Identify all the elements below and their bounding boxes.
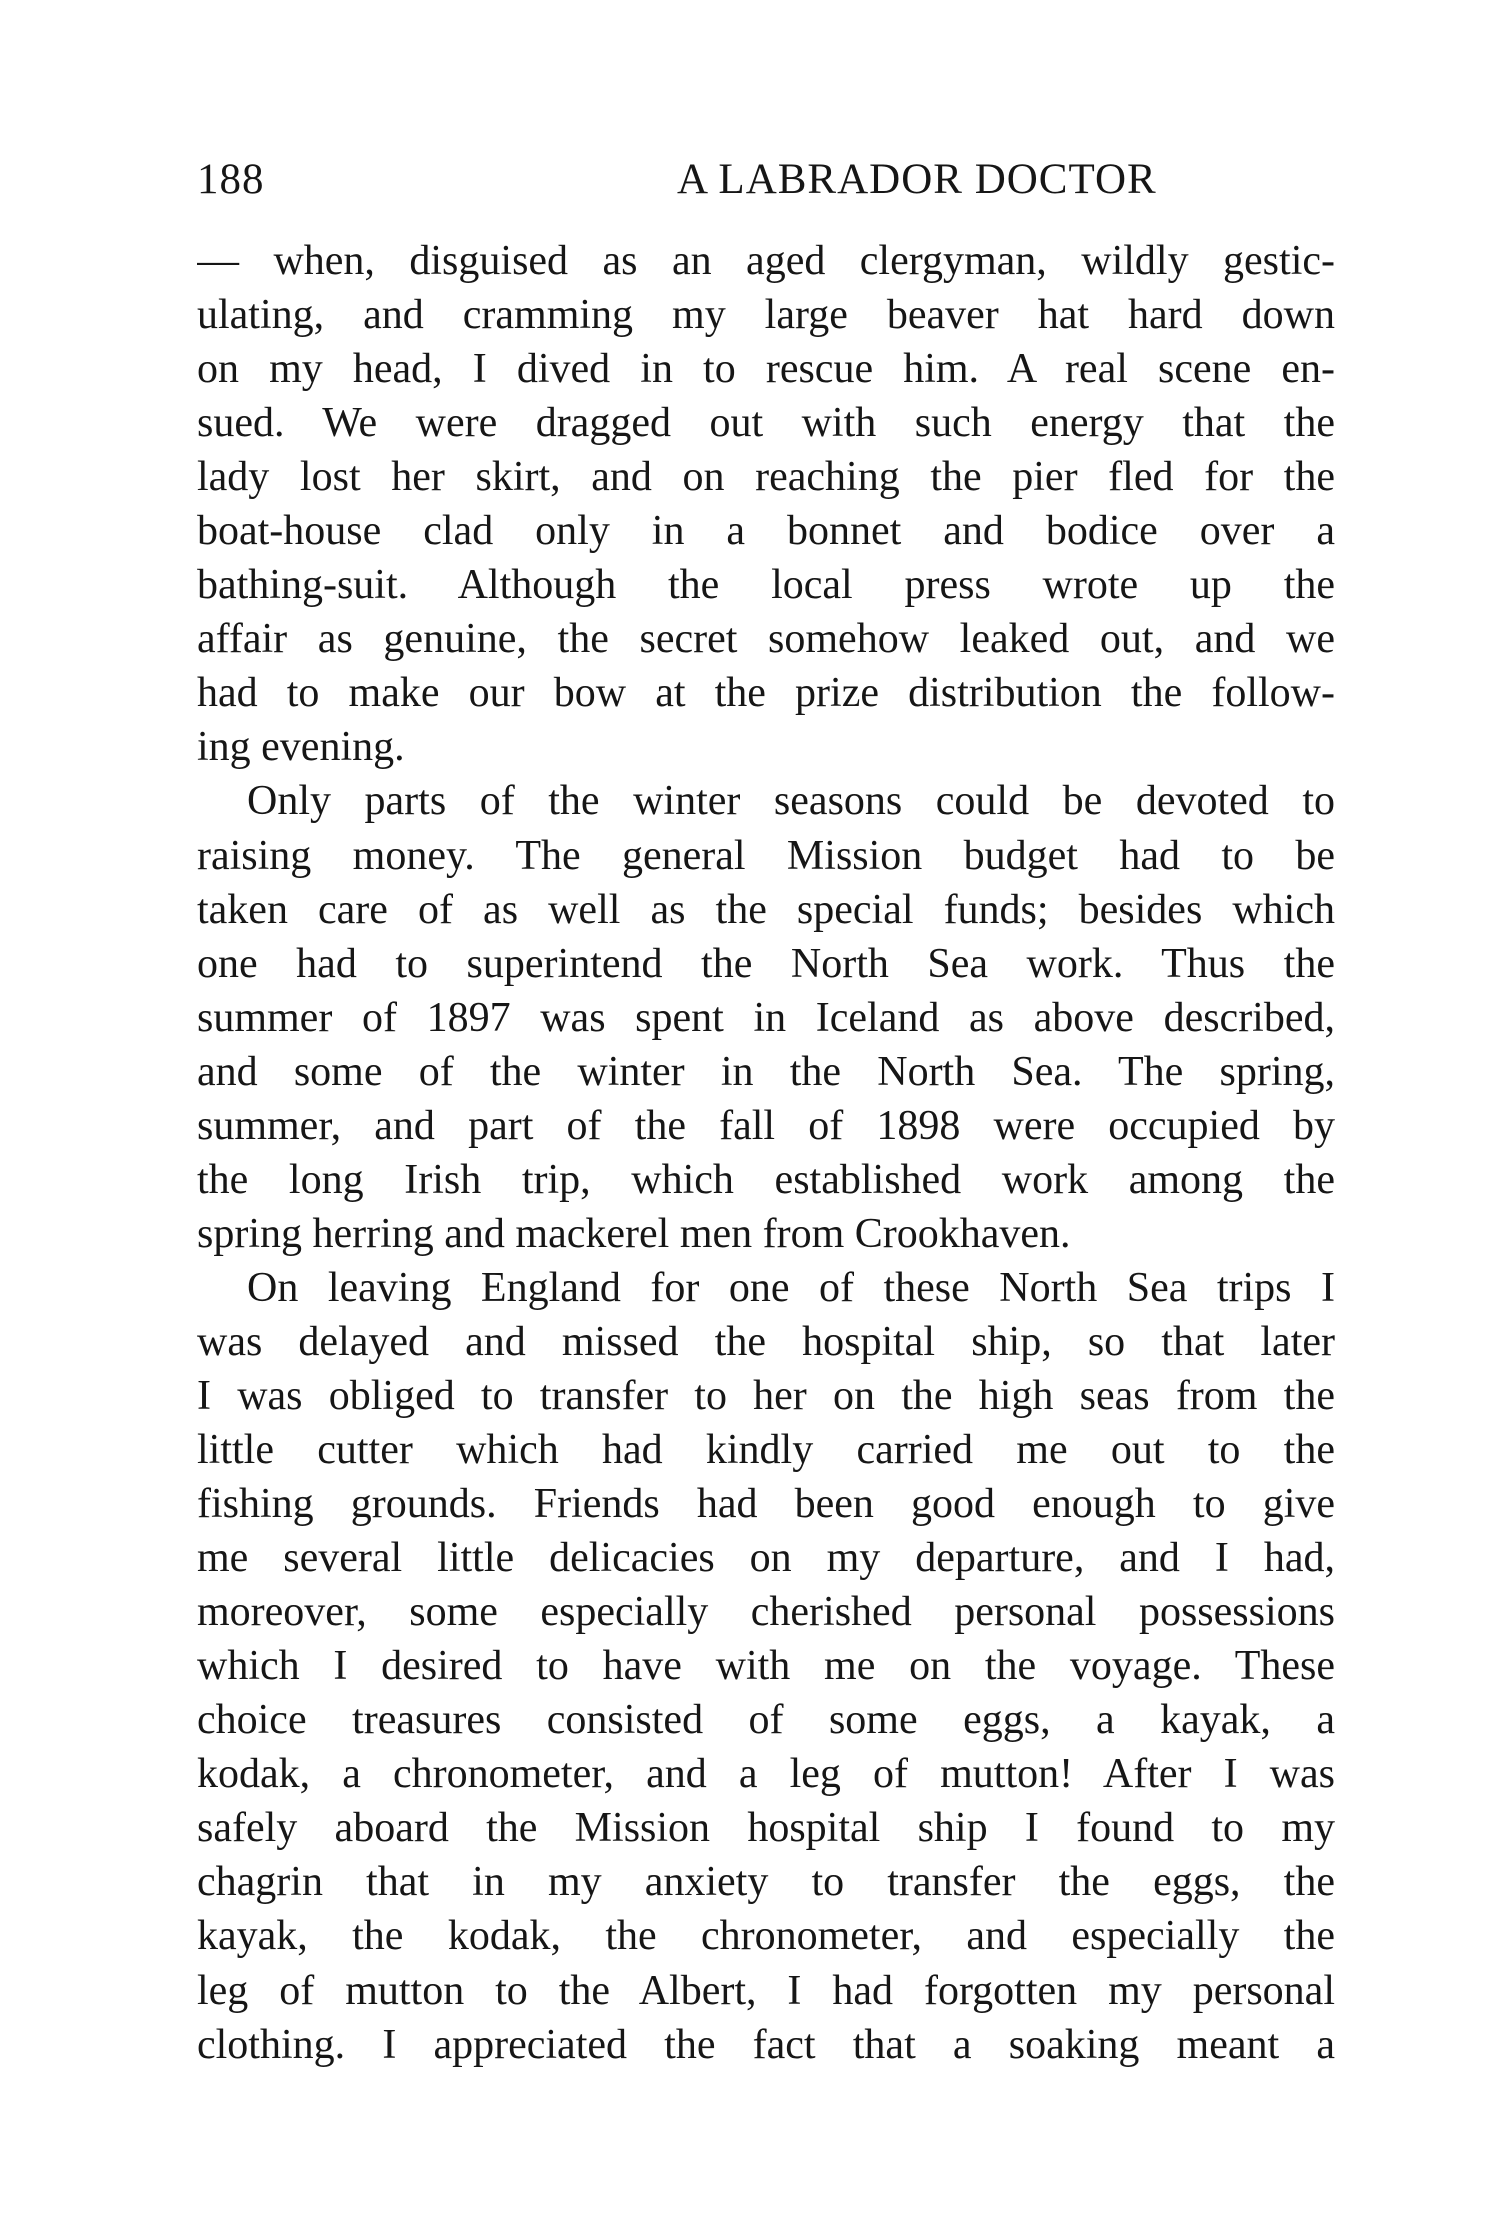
- text-line: moreover, some especially cherished personal possessions: [197, 1589, 1335, 1636]
- text-line: affair as genuine, the secret somehow leaked out, and we: [197, 616, 1335, 663]
- paragraph-start-line: Only parts of the winter seasons could be devoted to: [247, 778, 1335, 825]
- text-line: safely aboard the Mission hospital ship I found to my: [197, 1805, 1335, 1852]
- text-line: ulating, and cramming my large beaver hat hard down: [197, 292, 1335, 339]
- text-line: boat-house clad only in a bonnet and bodice over a: [197, 508, 1335, 555]
- text-line: spring herring and mackerel men from Crookhaven.: [197, 1210, 1071, 1257]
- text-line: and some of the winter in the North Sea. The spring,: [197, 1048, 1335, 1095]
- text-line: summer, and part of the fall of 1898 were occupied by: [197, 1102, 1335, 1149]
- text-line: raising money. The general Mission budget had to be: [197, 832, 1335, 879]
- text-line: on my head, I dived in to rescue him. A real scene en-: [197, 346, 1335, 393]
- text-line: taken care of as well as the special funds; besides which: [197, 886, 1335, 933]
- text-line: bathing-suit. Although the local press wrote up the: [197, 562, 1335, 609]
- text-line: little cutter which had kindly carried me out to the: [197, 1427, 1335, 1474]
- text-line: ing evening.: [197, 724, 405, 771]
- text-line: was delayed and missed the hospital ship, so that later: [197, 1318, 1335, 1365]
- text-line: kayak, the kodak, the chronometer, and especially the: [197, 1913, 1335, 1960]
- text-line: choice treasures consisted of some eggs, a kayak, a: [197, 1697, 1335, 1744]
- text-line: which I desired to have with me on the voyage. These: [197, 1643, 1335, 1690]
- text-line: sued. We were dragged out with such energy that the: [197, 400, 1335, 447]
- text-line: leg of mutton to the Albert, I had forgotten my personal: [197, 1967, 1335, 2014]
- text-line: — when, disguised as an aged clergyman, wildly gestic-: [197, 238, 1335, 284]
- text-line: one had to superintend the North Sea work. Thus the: [197, 940, 1335, 987]
- text-line: summer of 1897 was spent in Iceland as above described,: [197, 994, 1335, 1041]
- page-header: [197, 150, 1335, 210]
- text-line: had to make our bow at the prize distribution the follow-: [197, 670, 1335, 717]
- text-line: clothing. I appreciated the fact that a soaking meant a: [197, 2021, 1335, 2068]
- running-head: A LABRADOR DOCTOR: [677, 156, 1157, 203]
- text-line: me several little delicacies on my departure, and I had,: [197, 1535, 1335, 1582]
- text-line: kodak, a chronometer, and a leg of mutton! After I was: [197, 1751, 1335, 1798]
- text-line: chagrin that in my anxiety to transfer the eggs, the: [197, 1859, 1335, 1906]
- paragraph-start-line: On leaving England for one of these North Sea trips I: [247, 1264, 1335, 1311]
- text-line: lady lost her skirt, and on reaching the pier fled for the: [197, 454, 1335, 501]
- text-line: fishing grounds. Friends had been good enough to give: [197, 1481, 1335, 1528]
- text-line: I was obliged to transfer to her on the high seas from the: [197, 1372, 1335, 1419]
- page-number: 188: [197, 156, 265, 203]
- body-text: [197, 234, 1335, 2072]
- text-line: the long Irish trip, which established work among the: [197, 1156, 1335, 1203]
